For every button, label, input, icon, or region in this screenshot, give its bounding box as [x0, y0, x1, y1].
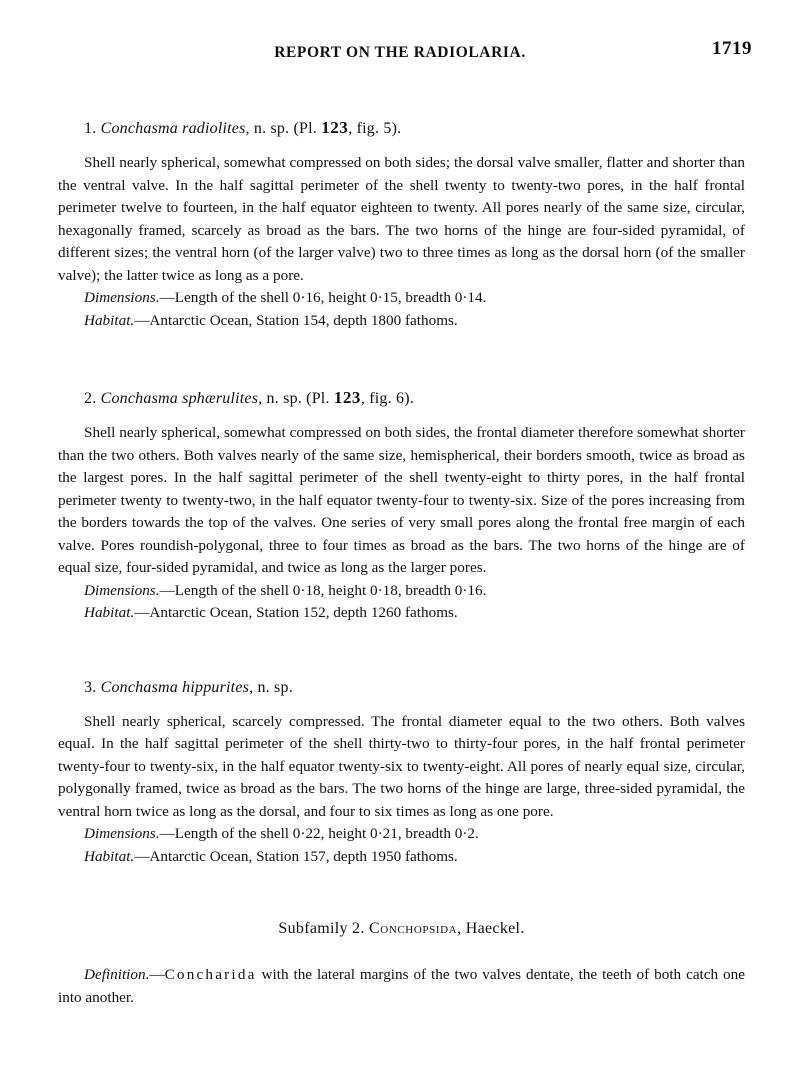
species-number: 2.: [84, 390, 97, 407]
definition-term: Concharida: [164, 966, 257, 983]
dimensions-line: [58, 823, 745, 846]
page-number: 1719: [712, 38, 752, 59]
subfamily-heading: [58, 920, 745, 938]
definition-dash: —: [149, 966, 165, 983]
page-content: [58, 118, 745, 1010]
page-header: [0, 38, 800, 84]
dimensions-line: [58, 580, 745, 603]
species-heading: [58, 388, 745, 408]
species-entry: [58, 679, 745, 869]
species-description: Shell nearly spherical, somewhat compressed on both sides; the dorsal valve smaller, flatter and shorter than the ventral valve. In the half sagittal perimeter of the shell twenty to twenty-two pores, in the half frontal perimeter twelve to fourteen, in the half equator eighteen to twenty. All pores nearly of the same size, circular, hexagonally framed, scarcely as broad as the bars. The two horns of the hinge are four-sided pyramidal, of different sizes; the ventral horn (of the larger valve) two to three times as long as the dorsal horn (of the smaller valve); the latter twice as long as a pore.: [58, 154, 745, 284]
subfamily-name: Conchopsida: [369, 920, 458, 937]
species-number: 3.: [84, 678, 97, 696]
species-number: 1.: [84, 120, 97, 137]
species-entry: [58, 388, 745, 625]
species-description: Shell nearly spherical, somewhat compressed on both sides, the frontal diameter therefore somewhat shorter than the two others. Both valves nearly of the same size, hemispherical, their borders smooth, twice as broad as the largest pores. In the half sagittal perimeter of the shell twenty-eight to thirty pores, in the half frontal perimeter twenty to twenty-two, in the half equator twenty-four to twenty-six. Size of the pores increasing from the borders towards the top of the valves. One series of very small pores along the frontal free margin of each valve. Pores roundish-polygonal, three to four times as broad as the bars. The two horns of the hinge are of equal size, four-sided pyramidal, and twice as long as the larger pores.: [58, 424, 745, 576]
species-description: Shell nearly spherical, scarcely compressed. The frontal diameter equal to the two others. Both valves equal. In the half sagittal perimeter of the shell thirty-two to thirty-four pores, in the half frontal perimeter twenty-four to twenty-six, in the half equator twenty-six to twenty-eight. All pores of nearly equal size, circular, polygonally framed, twice as broad as the bars. The two horns of the hinge are large, three-sided pyramidal, the ventral horn twice as long as the dorsal, and four to six times as long as one pore.: [58, 712, 745, 820]
habitat-value: —Antarctic Ocean, Station 157, depth 1950 fathoms.: [134, 847, 458, 865]
habitat-value: —Antarctic Ocean, Station 154, depth 1800 fathoms.: [134, 311, 458, 329]
plate-number: 123: [333, 388, 361, 407]
definition-label: Definition.: [84, 966, 150, 983]
dimensions-value: —Length of the shell 0·22, height 0·21, breadth 0·2.: [159, 825, 479, 842]
habitat-value: —Antarctic Ocean, Station 152, depth 1260 fathoms.: [134, 604, 458, 621]
plate-number: 123: [321, 118, 349, 137]
dimensions-value: —Length of the shell 0·18, height 0·18, breadth 0·16.: [159, 581, 487, 599]
habitat-label: Habitat.: [84, 311, 135, 329]
species-name: Conchasma sphærulites: [100, 390, 259, 407]
running-head: REPORT ON THE RADIOLARIA.: [274, 44, 526, 61]
species-entry: [58, 118, 745, 332]
figure-reference: , fig. 5).: [348, 120, 402, 137]
species-rank: , n. sp. (Pl.: [245, 120, 322, 137]
section-spacer: [58, 625, 745, 645]
species-name: Conchasma hippurites: [100, 678, 250, 696]
section-spacer: [58, 332, 745, 354]
dimensions-label: Dimensions.: [84, 581, 160, 599]
habitat-label: Habitat.: [84, 847, 135, 865]
definition-paragraph: [58, 964, 745, 1010]
species-name: Conchasma radiolites: [100, 120, 246, 137]
subfamily-suffix: , Haeckel.: [457, 920, 525, 937]
habitat-line: [58, 310, 745, 333]
document-page: [0, 38, 800, 1088]
subfamily-prefix: Subfamily 2.: [278, 920, 369, 937]
habitat-line: [58, 602, 745, 625]
species-rank: , n. sp. (Pl.: [258, 390, 334, 407]
dimensions-label: Dimensions.: [84, 825, 160, 842]
species-heading: [58, 679, 745, 697]
dimensions-line: [58, 287, 745, 310]
definition-text: with the lateral margins of the two valves dentate, the teeth of both catch one into another.: [58, 966, 745, 1006]
dimensions-value: —Length of the shell 0·16, height 0·15, breadth 0·14.: [159, 289, 487, 306]
species-heading: [58, 118, 745, 138]
dimensions-label: Dimensions.: [84, 289, 160, 306]
species-rank: , n. sp.: [249, 678, 293, 696]
figure-reference: , fig. 6).: [360, 390, 414, 407]
habitat-label: Habitat.: [84, 604, 135, 621]
habitat-line: [58, 846, 745, 869]
